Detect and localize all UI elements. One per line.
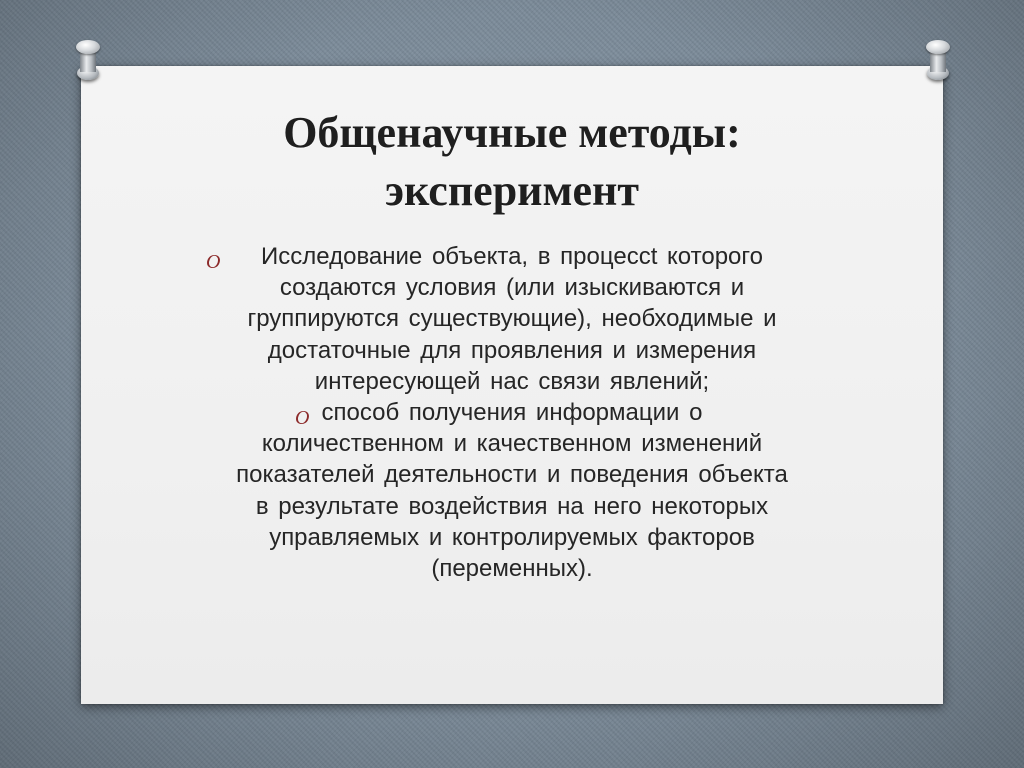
- bullet-line: показателей деятельности и поведения объекта: [236, 461, 788, 489]
- bullet-line: в результате воздействия на него некоторых: [255, 492, 769, 520]
- slide-title-line-1: Общенаучные методы:: [283, 108, 741, 157]
- bullet-marker-icon: O: [295, 407, 310, 430]
- slide-title-line-2: эксперимент: [385, 166, 639, 215]
- bullet-line: Исследование объекта, в процессt которого: [261, 243, 763, 270]
- pushpin-icon-left: [76, 40, 100, 86]
- bullet-line: управляемых и контролируемых факторов: [269, 523, 755, 551]
- bullet-line: группируются существующие), необходимые и: [247, 305, 777, 333]
- bullet-item-research: [0, 241, 1024, 397]
- bullet-line: интересующей нас связи явлений;: [314, 367, 710, 395]
- bullet-line: (переменных).: [431, 555, 593, 583]
- bullet-line: создаются условия (или изыскиваются и: [279, 274, 745, 302]
- bullet-line: количественном и качественном изменений: [261, 430, 763, 458]
- slide-title: [0, 104, 1024, 220]
- bullet-line: достаточные для проявления и измерения: [267, 336, 757, 364]
- bullet-item-method: [0, 397, 1024, 584]
- bullet-marker-icon: O: [206, 251, 221, 273]
- bullet-line: способ получения информации о: [321, 399, 703, 427]
- bullet-list: [0, 241, 1024, 584]
- pushpin-icon-right: [926, 40, 950, 86]
